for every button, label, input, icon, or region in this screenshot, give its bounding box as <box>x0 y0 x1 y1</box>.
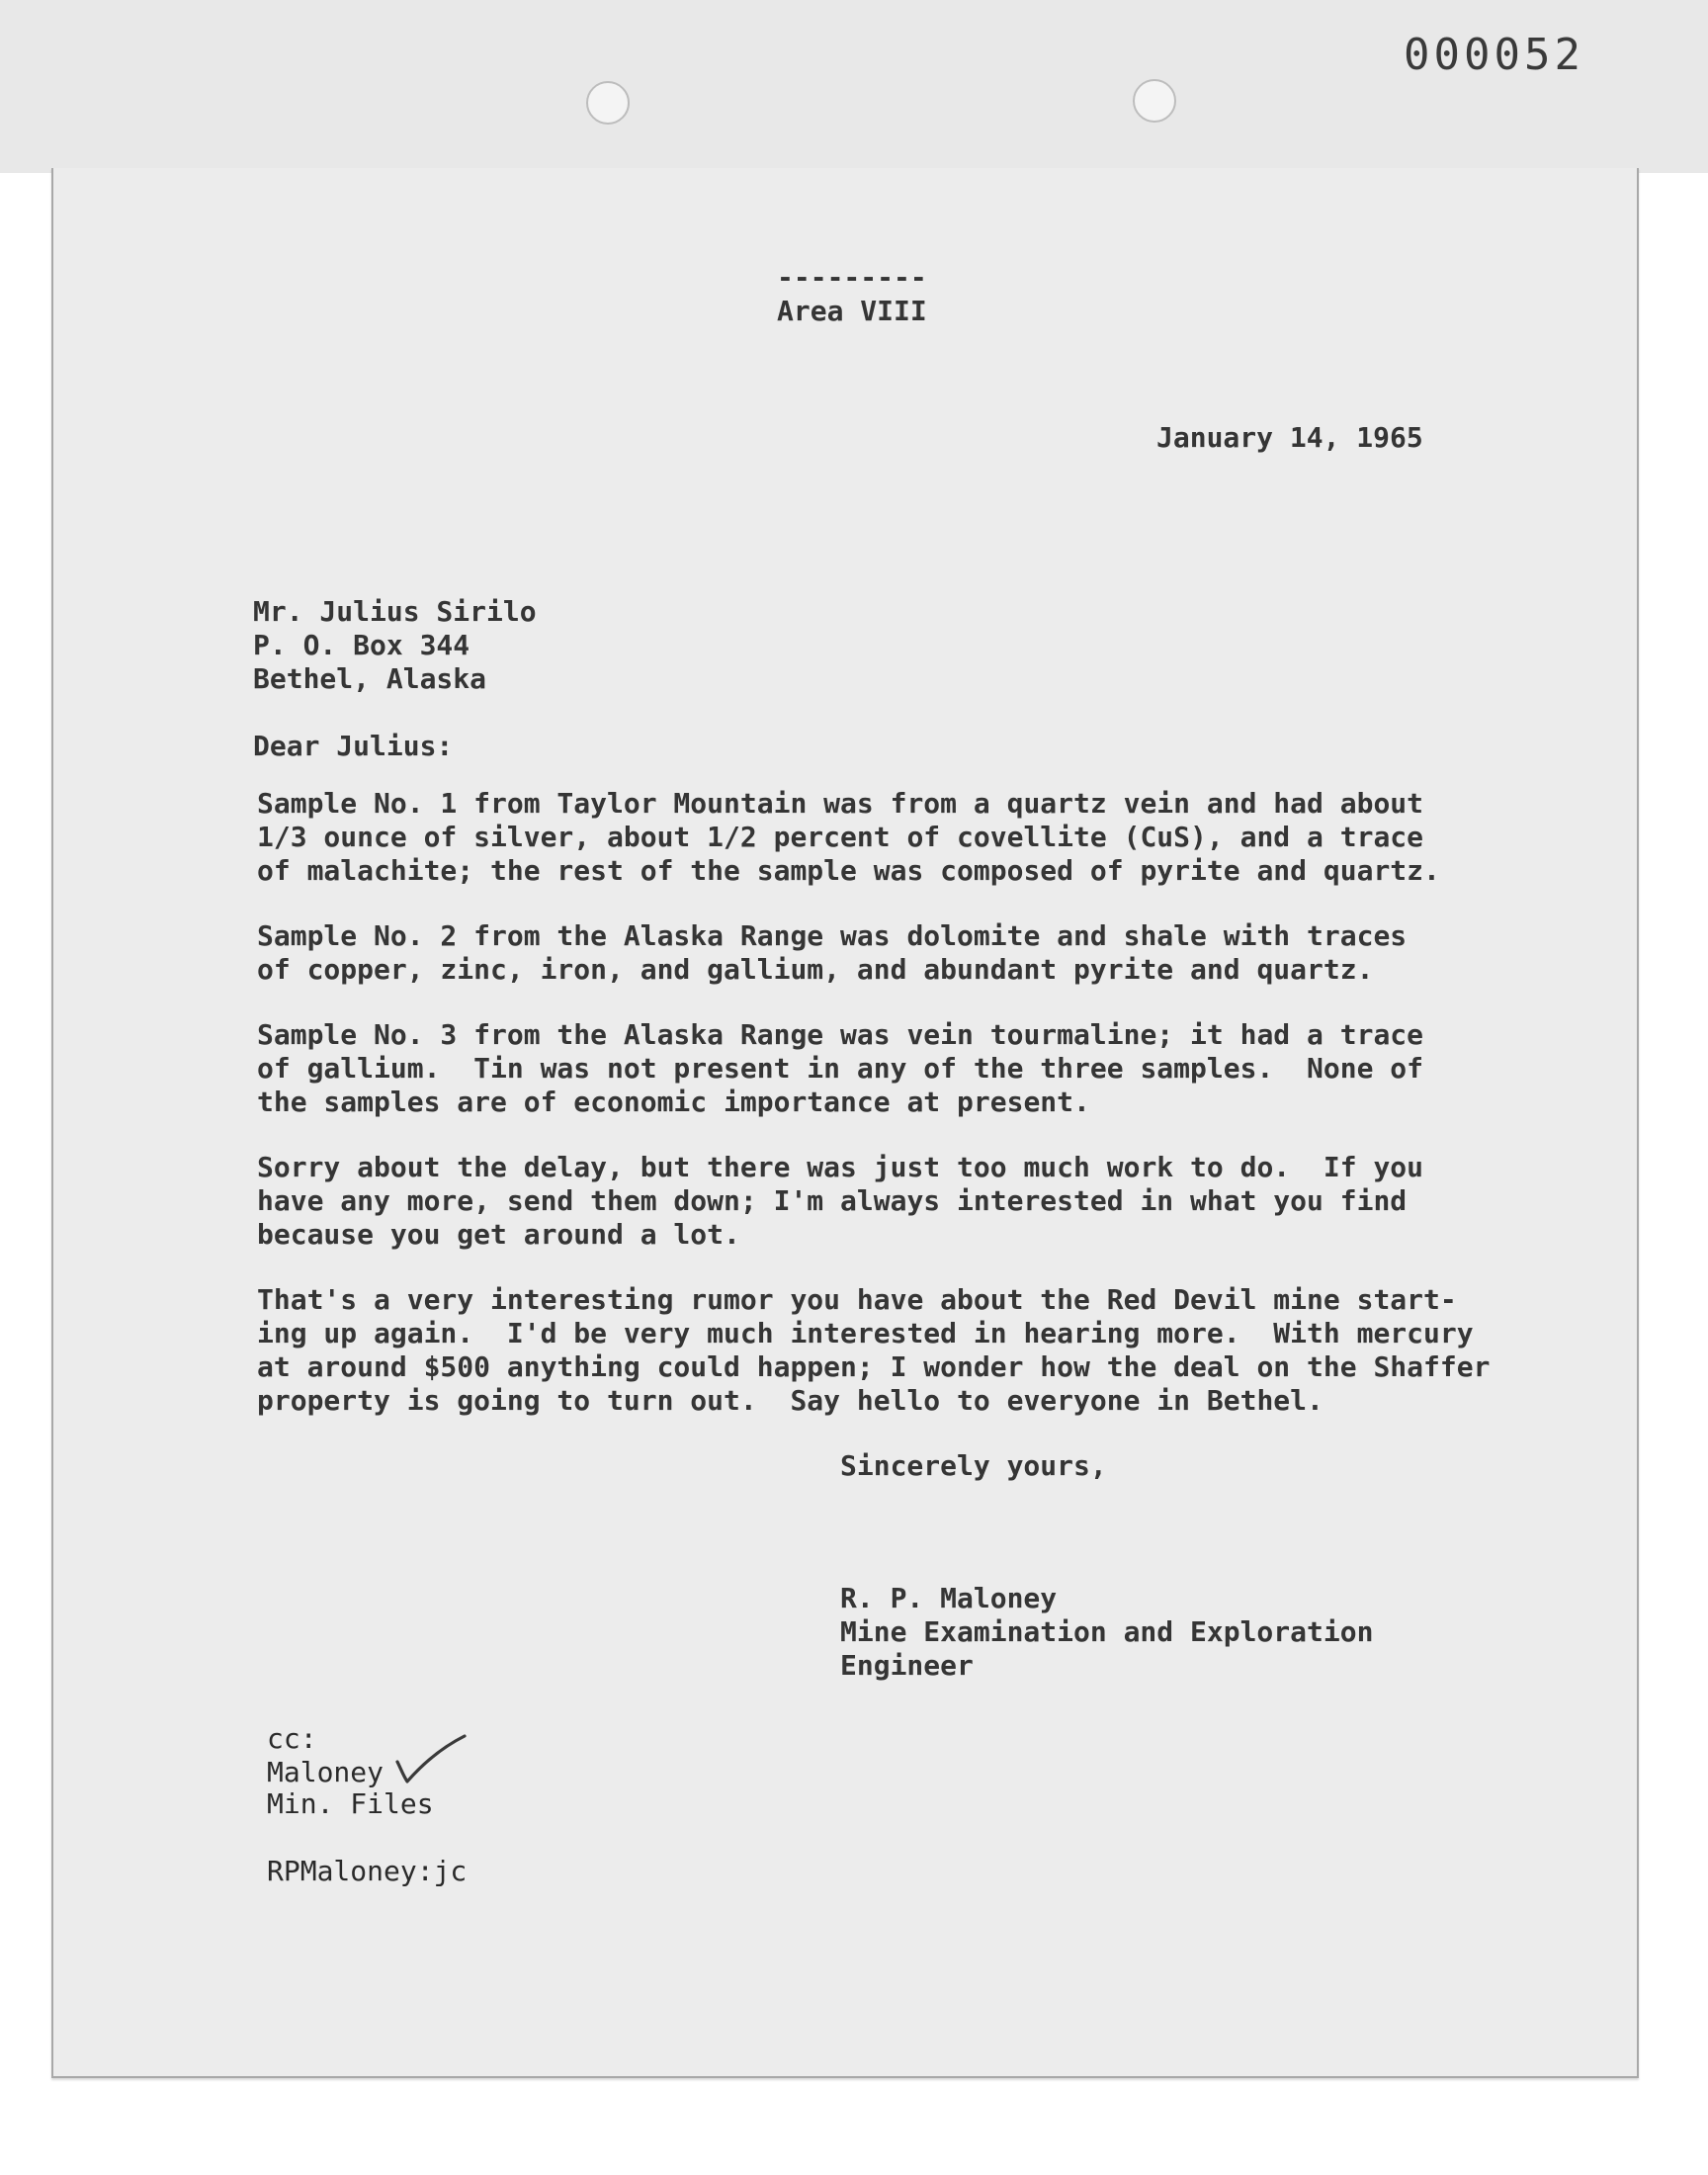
paragraph-line: Sample No. 1 from Taylor Mountain was from a quartz vein and had about <box>257 787 1424 820</box>
paragraph-sample-3 <box>257 1018 1423 1119</box>
paragraph-line: at around $500 anything could happen; I wonder how the deal on the Shaffer <box>257 1350 1491 1383</box>
salutation: Dear Julius: <box>253 730 454 762</box>
paragraph-line: 1/3 ounce of silver, about 1/2 percent of covellite (CuS), and a trace <box>257 821 1424 853</box>
signature-title: Mine Examination and Exploration <box>840 1615 1374 1648</box>
paragraph-line: Sample No. 3 from the Alaska Range was vein tourmaline; it had a trace <box>257 1018 1424 1051</box>
paragraph-line: of copper, zinc, iron, and gallium, and abundant pyrite and quartz. <box>257 953 1374 986</box>
paragraph-red-devil <box>257 1283 1490 1418</box>
recipient-name: Mr. Julius Sirilo <box>253 595 537 628</box>
punch-hole-left <box>586 81 630 125</box>
paragraph-line: have any more, send them down; I'm always interested in what you find <box>257 1184 1408 1217</box>
letter-date: January 14, 1965 <box>1156 421 1423 454</box>
paragraph-delay <box>257 1151 1423 1252</box>
punch-hole-right <box>1133 79 1176 123</box>
paragraph-line: ing up again. I'd be very much interested in hearing more. With mercury <box>257 1317 1474 1349</box>
paragraph-line: property is going to turn out. Say hello to everyone in Bethel. <box>257 1384 1324 1417</box>
paragraph-sample-1 <box>257 787 1440 888</box>
signature-name: R. P. Maloney <box>840 1582 1058 1614</box>
recipient-box: P. O. Box 344 <box>253 629 470 661</box>
paragraph-line: Sorry about the delay, but there was just too much work to do. If you <box>257 1151 1424 1183</box>
typist-initials: RPMaloney:jc <box>267 1855 468 1887</box>
header-rule: --------- <box>777 261 927 294</box>
paragraph-sample-2 <box>257 919 1407 987</box>
scan-background <box>0 0 1708 173</box>
paragraph-line: of malachite; the rest of the sample was composed of pyrite and quartz. <box>257 854 1440 887</box>
closing: Sincerely yours, <box>840 1449 1107 1482</box>
paragraph-line: That's a very interesting rumor you have about the Red Devil mine start- <box>257 1283 1457 1316</box>
cc-recipient: Maloney <box>267 1756 384 1788</box>
paragraph-line: of gallium. Tin was not present in any of the three samples. None of <box>257 1052 1424 1085</box>
check-mark-icon <box>393 1732 469 1787</box>
recipient-city: Bethel, Alaska <box>253 662 487 695</box>
signature-title-2: Engineer <box>840 1649 974 1682</box>
paragraph-line: the samples are of economic importance at present. <box>257 1086 1090 1118</box>
document-number: 000052 <box>1404 30 1584 80</box>
cc-label: cc: <box>267 1722 317 1755</box>
paragraph-line: Sample No. 2 from the Alaska Range was dolomite and shale with traces <box>257 919 1408 952</box>
paragraph-line: because you get around a lot. <box>257 1218 740 1251</box>
area-heading: Area VIII <box>777 295 927 327</box>
cc-recipient: Min. Files <box>267 1787 434 1820</box>
